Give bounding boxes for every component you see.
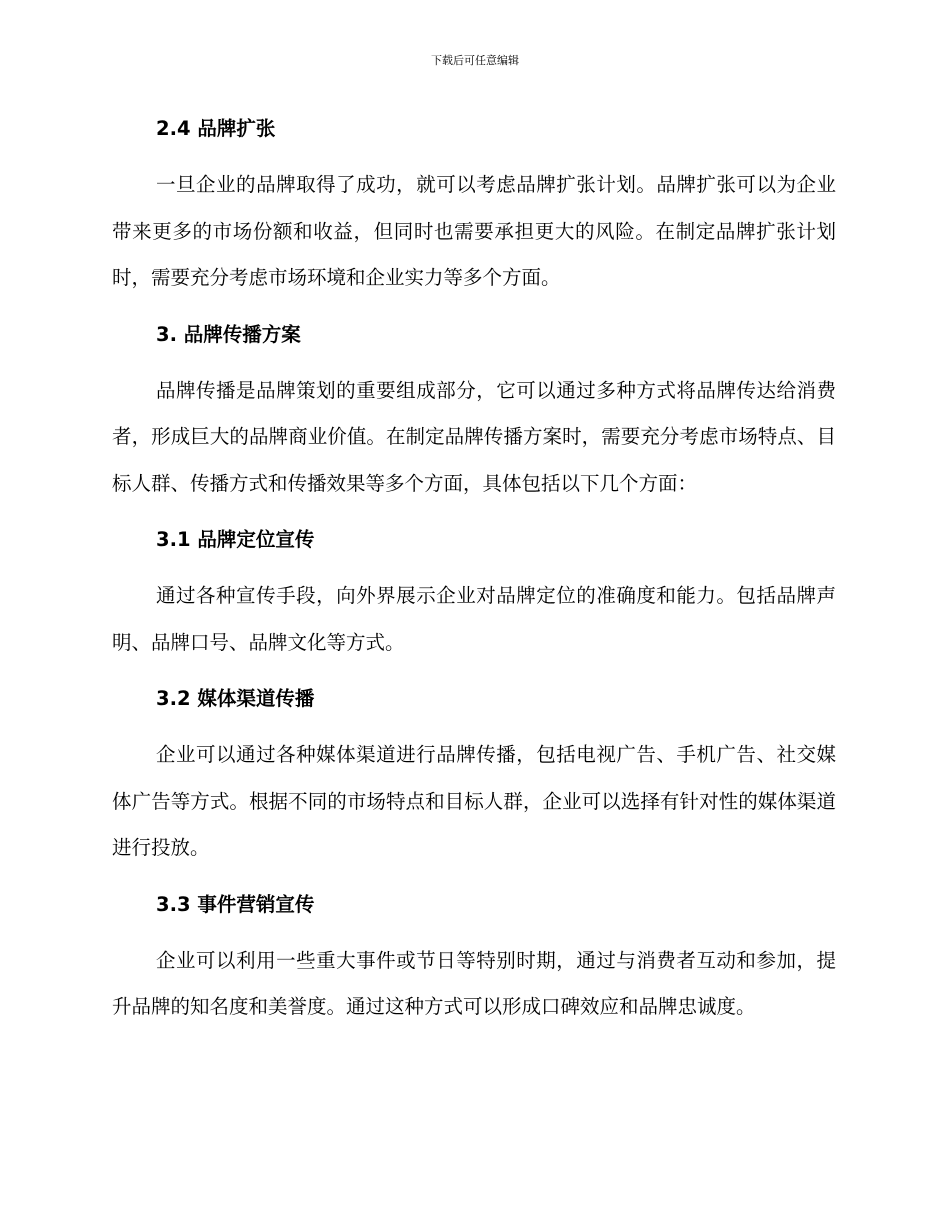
section-heading-brand-expansion: 2.4 品牌扩张 <box>156 117 276 140</box>
section-heading-brand-positioning-promotion: 3.1 品牌定位宣传 <box>156 528 315 551</box>
section-heading-event-marketing-promotion: 3.3 事件营销宣传 <box>156 892 315 916</box>
page-header: 下载后可任意编辑 <box>431 54 519 67</box>
section-paragraph-event-marketing-promotion: 企业可以利用一些重大事件或节日等特别时期，通过与消费者互动和参加，提升品牌的知名度和美誉度。通过这种方式可以形成口碑效应和品牌忠诚度。 <box>112 948 836 1018</box>
section-paragraph-brand-expansion: 一旦企业的品牌取得了成功，就可以考虑品牌扩张计划。品牌扩张可以为企业带来更多的市场份额和收益，但同时也需要承担更大的风险。在制定品牌扩张计划时，需要充分考虑市场环境和企业实力等多个方面。 <box>112 173 836 289</box>
section-heading-brand-communication-plan: 3. 品牌传播方案 <box>156 322 301 346</box>
document-body <box>112 106 836 1031</box>
section-heading-media-channel-communication: 3.2 媒体渠道传播 <box>156 687 315 710</box>
section-paragraph-brand-communication-plan: 品牌传播是品牌策划的重要组成部分，它可以通过多种方式将品牌传达给消费者，形成巨大的品牌商业价值。在制定品牌传播方案时，需要充分考虑市场特点、目标人群、传播方式和传播效果等多个方面，具体包括以下几个方面： <box>112 378 836 495</box>
section-paragraph-media-channel-communication: 企业可以通过各种媒体渠道进行品牌传播，包括电视广告、手机广告、社交媒体广告等方式。根据不同的市场特点和目标人群，企业可以选择有针对性的媒体渠道进行投放。 <box>112 743 836 859</box>
section-paragraph-brand-positioning-promotion: 通过各种宣传手段，向外界展示企业对品牌定位的准确度和能力。包括品牌声明、品牌口号、品牌文化等方式。 <box>112 584 836 654</box>
